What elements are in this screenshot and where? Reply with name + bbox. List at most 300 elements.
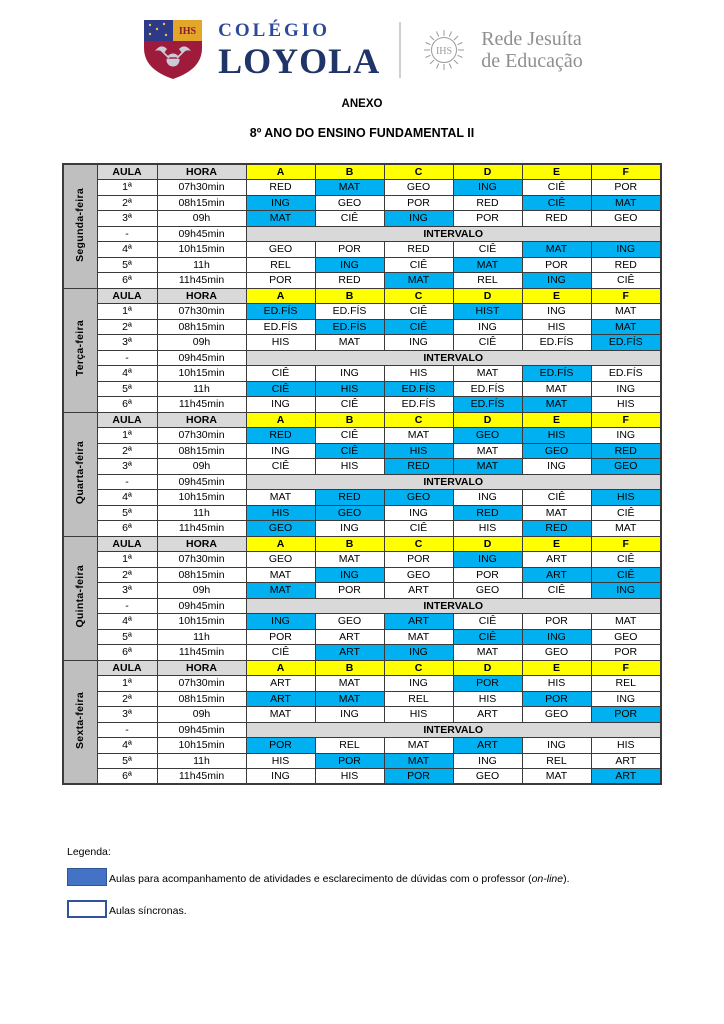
subject-cell: GEO [384, 490, 453, 506]
time-cell: 07h30min [157, 676, 246, 692]
subject-cell: HIS [246, 335, 315, 351]
timetable-row [63, 614, 661, 630]
subject-cell: GEO [591, 459, 661, 475]
time-cell: 09h [157, 583, 246, 599]
subject-cell: CIÊ [591, 552, 661, 568]
lesson-number-cell: 2ª [97, 567, 157, 583]
timetable-row [63, 474, 661, 490]
lesson-number-cell: 2ª [97, 319, 157, 335]
subject-cell: CIÊ [453, 629, 522, 645]
subject-cell: REL [384, 691, 453, 707]
lesson-number-cell: 6ª [97, 273, 157, 289]
lesson-number-cell: 6ª [97, 521, 157, 537]
legend-swatch-filled [67, 868, 107, 886]
subject-cell: MAT [384, 273, 453, 289]
subject-cell: REL [591, 676, 661, 692]
subject-cell: POR [522, 691, 591, 707]
subject-cell: ART [246, 691, 315, 707]
day-label [63, 412, 97, 536]
timetable-wrapper [62, 163, 662, 785]
time-cell: 11h [157, 629, 246, 645]
subject-cell: RED [384, 459, 453, 475]
subject-cell: MAT [522, 769, 591, 785]
day-label [63, 164, 97, 288]
timetable-row [63, 443, 661, 459]
subject-cell: MAT [246, 490, 315, 506]
subject-cell: HIS [591, 490, 661, 506]
time-cell: 09h45min [157, 598, 246, 614]
subject-cell: MAT [315, 552, 384, 568]
subject-cell: POR [246, 738, 315, 754]
subject-cell: MAT [453, 645, 522, 661]
subject-cell: MAT [453, 443, 522, 459]
subject-cell: CIÊ [384, 521, 453, 537]
col-header-group-a: A [246, 288, 315, 304]
subject-cell: POR [384, 769, 453, 785]
subject-cell: ING [246, 769, 315, 785]
subject-cell: ING [522, 459, 591, 475]
intervalo-cell: INTERVALO [246, 474, 661, 490]
lesson-number-cell: 4ª [97, 614, 157, 630]
subject-cell: HIS [453, 691, 522, 707]
timetable-row [63, 753, 661, 769]
subject-cell: CIÊ [522, 195, 591, 211]
subject-cell: HIS [591, 738, 661, 754]
col-header-group-a: A [246, 164, 315, 180]
col-header-group-b: B [315, 536, 384, 552]
timetable-row [63, 676, 661, 692]
subject-cell: CIÊ [246, 459, 315, 475]
lesson-number-cell: 3ª [97, 459, 157, 475]
time-cell: 08h15min [157, 567, 246, 583]
subject-cell: GEO [453, 583, 522, 599]
time-cell: 11h45min [157, 521, 246, 537]
timetable-row [63, 257, 661, 273]
subject-cell: POR [246, 629, 315, 645]
subject-cell: ING [591, 691, 661, 707]
col-header-aula: AULA [97, 412, 157, 428]
subject-cell: MAT [591, 614, 661, 630]
legend-text-before: Aulas para acompanhamento de atividades e esclarecimento de dúvidas com o professor ( [109, 873, 532, 885]
col-header-group-d: D [453, 412, 522, 428]
day-label [63, 536, 97, 660]
subject-cell: MAT [246, 567, 315, 583]
subject-cell: POR [453, 567, 522, 583]
col-header-group-b: B [315, 288, 384, 304]
time-cell: 11h45min [157, 397, 246, 413]
subject-cell: ING [384, 335, 453, 351]
subject-cell: ART [591, 769, 661, 785]
timetable-row [63, 707, 661, 723]
lesson-number-cell: 3ª [97, 707, 157, 723]
legend-swatch-outline [67, 900, 107, 918]
legend-title: Legenda: [67, 846, 111, 858]
day-label-text: Quinta-feira [74, 565, 87, 628]
subject-cell: MAT [315, 335, 384, 351]
subject-cell: REL [246, 257, 315, 273]
timetable-row [63, 304, 661, 320]
day-label-text: Terça-feira [74, 320, 87, 377]
timetable-row [63, 567, 661, 583]
subject-cell: ING [453, 753, 522, 769]
subject-cell: ART [384, 614, 453, 630]
subject-cell: ED.FÍS [591, 335, 661, 351]
subject-cell: CIÊ [522, 180, 591, 196]
timetable-row [63, 319, 661, 335]
subject-cell: ART [522, 552, 591, 568]
subject-cell: RED [453, 505, 522, 521]
subject-cell: ING [453, 552, 522, 568]
subject-cell: REL [315, 738, 384, 754]
time-cell: 11h [157, 257, 246, 273]
col-header-group-c: C [384, 536, 453, 552]
lesson-number-cell: - [97, 350, 157, 366]
subject-cell: POR [591, 180, 661, 196]
lesson-number-cell: 4ª [97, 242, 157, 258]
subject-cell: ING [453, 490, 522, 506]
subject-cell: RED [246, 428, 315, 444]
col-header-group-d: D [453, 660, 522, 676]
timetable-row [63, 490, 661, 506]
subject-cell: HIS [246, 753, 315, 769]
lesson-number-cell: 3ª [97, 583, 157, 599]
subject-cell: ING [246, 195, 315, 211]
col-header-group-b: B [315, 660, 384, 676]
subject-cell: ART [591, 753, 661, 769]
subject-cell: ING [591, 428, 661, 444]
lesson-number-cell: 5ª [97, 629, 157, 645]
subject-cell: GEO [453, 769, 522, 785]
subject-cell: CIÊ [315, 211, 384, 227]
subject-cell: GEO [384, 180, 453, 196]
subject-cell: ING [522, 629, 591, 645]
subject-cell: ED.FÍS [522, 335, 591, 351]
col-header-group-f: F [591, 412, 661, 428]
subject-cell: POR [453, 676, 522, 692]
subject-cell: RED [522, 521, 591, 537]
subject-cell: MAT [591, 319, 661, 335]
legend-item-sincronas [67, 900, 187, 918]
subject-cell: CIÊ [453, 614, 522, 630]
subject-cell: CIÊ [453, 242, 522, 258]
col-header-hora: HORA [157, 164, 246, 180]
col-header-group-d: D [453, 288, 522, 304]
subject-cell: ART [246, 676, 315, 692]
subject-cell: CIÊ [246, 645, 315, 661]
legend-item-online [67, 868, 570, 886]
col-header-group-b: B [315, 164, 384, 180]
subject-cell: CIÊ [384, 319, 453, 335]
col-header-group-d: D [453, 536, 522, 552]
timetable-row [63, 195, 661, 211]
subject-cell: GEO [384, 567, 453, 583]
lesson-number-cell: 6ª [97, 397, 157, 413]
subject-cell: ED.FÍS [522, 366, 591, 382]
col-header-group-a: A [246, 412, 315, 428]
timetable-row [63, 428, 661, 444]
subject-cell: GEO [246, 521, 315, 537]
time-cell: 09h45min [157, 226, 246, 242]
subject-cell: GEO [315, 614, 384, 630]
lesson-number-cell: 4ª [97, 490, 157, 506]
subject-cell: MAT [522, 242, 591, 258]
subject-cell: ED.FÍS [246, 319, 315, 335]
subject-cell: HIS [384, 443, 453, 459]
time-cell: 09h45min [157, 474, 246, 490]
time-cell: 11h [157, 505, 246, 521]
school-name [218, 21, 380, 79]
subject-cell: MAT [384, 738, 453, 754]
subject-cell: ART [384, 583, 453, 599]
col-header-aula: AULA [97, 660, 157, 676]
time-cell: 08h15min [157, 195, 246, 211]
subject-cell: ING [453, 180, 522, 196]
subject-cell: CIÊ [522, 490, 591, 506]
subject-cell: RED [315, 490, 384, 506]
timetable-row [63, 242, 661, 258]
subject-cell: HIS [384, 707, 453, 723]
subject-cell: ART [453, 738, 522, 754]
time-cell: 10h15min [157, 738, 246, 754]
timetable-row [63, 459, 661, 475]
time-cell: 08h15min [157, 443, 246, 459]
logo-divider [399, 22, 401, 78]
subject-cell: MAT [591, 195, 661, 211]
subject-cell: RED [453, 195, 522, 211]
subject-cell: ED.FÍS [453, 397, 522, 413]
day-label [63, 660, 97, 784]
col-header-hora: HORA [157, 660, 246, 676]
lesson-number-cell: 5ª [97, 257, 157, 273]
subject-cell: CIÊ [315, 428, 384, 444]
col-header-group-c: C [384, 164, 453, 180]
time-cell: 11h45min [157, 769, 246, 785]
subject-cell: MAT [453, 459, 522, 475]
subject-cell: ING [315, 707, 384, 723]
timetable-row [63, 397, 661, 413]
lesson-number-cell: 1ª [97, 428, 157, 444]
subject-cell: ART [315, 645, 384, 661]
col-header-group-f: F [591, 660, 661, 676]
lesson-number-cell: 1ª [97, 676, 157, 692]
subject-cell: ING [591, 242, 661, 258]
timetable-row [63, 180, 661, 196]
lesson-number-cell: 1ª [97, 304, 157, 320]
subject-cell: ING [315, 257, 384, 273]
subject-cell: HIS [591, 397, 661, 413]
subject-cell: HIS [522, 319, 591, 335]
subject-cell: ED.FÍS [453, 381, 522, 397]
subject-cell: RED [315, 273, 384, 289]
subject-cell: ED.FÍS [315, 304, 384, 320]
time-cell: 11h [157, 753, 246, 769]
subject-cell: MAT [384, 428, 453, 444]
sun-ihs-text: IHS [436, 46, 453, 57]
time-cell: 09h [157, 335, 246, 351]
subject-cell: CIÊ [384, 304, 453, 320]
lesson-number-cell: 2ª [97, 195, 157, 211]
col-header-hora: HORA [157, 536, 246, 552]
time-cell: 10h15min [157, 490, 246, 506]
time-cell: 08h15min [157, 319, 246, 335]
subject-cell: HIS [315, 769, 384, 785]
subject-cell: MAT [591, 521, 661, 537]
intervalo-cell: INTERVALO [246, 722, 661, 738]
subject-cell: MAT [246, 211, 315, 227]
day-label-text: Quarta-feira [74, 440, 87, 505]
timetable-row [63, 366, 661, 382]
col-header-group-e: E [522, 536, 591, 552]
col-header-hora: HORA [157, 288, 246, 304]
intervalo-cell: INTERVALO [246, 350, 661, 366]
timetable-row [63, 645, 661, 661]
subject-cell: HIS [453, 521, 522, 537]
subject-cell: ING [384, 505, 453, 521]
legend-text-sincronas: Aulas síncronas. [109, 905, 187, 917]
subject-cell: CIÊ [315, 443, 384, 459]
subject-cell: RED [591, 443, 661, 459]
timetable-row [63, 273, 661, 289]
subject-cell: ING [246, 397, 315, 413]
subject-cell: GEO [591, 211, 661, 227]
subject-cell: CIÊ [453, 335, 522, 351]
network-name-line2: de Educação [481, 50, 583, 72]
timetable-row [63, 381, 661, 397]
subject-cell: ING [315, 567, 384, 583]
intervalo-cell: INTERVALO [246, 226, 661, 242]
subject-cell: POR [315, 583, 384, 599]
col-header-group-d: D [453, 164, 522, 180]
col-header-group-a: A [246, 660, 315, 676]
time-cell: 09h [157, 459, 246, 475]
legend-text-italic: on-line [531, 873, 564, 885]
time-cell: 08h15min [157, 691, 246, 707]
subject-cell: MAT [315, 180, 384, 196]
subject-cell: POR [522, 257, 591, 273]
subject-cell: HIS [384, 366, 453, 382]
subject-cell: ED.FÍS [384, 397, 453, 413]
lesson-number-cell: 2ª [97, 691, 157, 707]
col-header-aula: AULA [97, 536, 157, 552]
day-label-text: Sexta-feira [74, 691, 87, 749]
subject-cell: MAT [522, 397, 591, 413]
time-cell: 11h45min [157, 645, 246, 661]
subject-cell: GEO [453, 428, 522, 444]
lesson-number-cell: 6ª [97, 769, 157, 785]
subject-cell: MAT [522, 381, 591, 397]
day-label-text: Segunda-feira [74, 187, 87, 262]
subject-cell: ING [315, 521, 384, 537]
timetable-row [63, 691, 661, 707]
timetable-row [63, 552, 661, 568]
lesson-number-cell: 5ª [97, 505, 157, 521]
subject-cell: HIST [453, 304, 522, 320]
subject-cell: POR [522, 614, 591, 630]
lesson-number-cell: - [97, 474, 157, 490]
subject-cell: ING [315, 366, 384, 382]
col-header-group-e: E [522, 660, 591, 676]
timetable-row [63, 583, 661, 599]
subject-cell: POR [591, 707, 661, 723]
loyola-crest-icon [141, 18, 205, 82]
subject-cell: CIÊ [384, 257, 453, 273]
subject-cell: MAT [246, 707, 315, 723]
subject-cell: CIÊ [591, 505, 661, 521]
intervalo-cell: INTERVALO [246, 598, 661, 614]
subject-cell: ING [591, 583, 661, 599]
col-header-group-b: B [315, 412, 384, 428]
timetable-row [63, 350, 661, 366]
timetable-row [63, 521, 661, 537]
network-name-line1: Rede Jesuíta [481, 28, 582, 50]
header-logo-row [0, 18, 724, 82]
timetable-row [63, 629, 661, 645]
col-header-group-f: F [591, 536, 661, 552]
time-cell: 09h45min [157, 350, 246, 366]
subject-cell: MAT [384, 753, 453, 769]
svg-text:IHS: IHS [179, 26, 197, 37]
lesson-number-cell: 6ª [97, 645, 157, 661]
legend-text-online [109, 873, 570, 886]
subject-cell: CIÊ [246, 381, 315, 397]
time-cell: 07h30min [157, 304, 246, 320]
subject-cell: GEO [522, 645, 591, 661]
subject-cell: REL [453, 273, 522, 289]
lesson-number-cell: 5ª [97, 381, 157, 397]
subject-cell: ED.FÍS [246, 304, 315, 320]
subject-cell: ART [315, 629, 384, 645]
subject-cell: MAT [453, 257, 522, 273]
col-header-group-e: E [522, 288, 591, 304]
subject-cell: ING [453, 319, 522, 335]
subject-cell: GEO [522, 443, 591, 459]
subject-cell: RED [591, 257, 661, 273]
lesson-number-cell: 1ª [97, 180, 157, 196]
school-name-line1: COLÉGIO [218, 20, 330, 41]
time-cell: 07h30min [157, 552, 246, 568]
subject-cell: GEO [522, 707, 591, 723]
subject-cell: POR [315, 753, 384, 769]
col-header-group-f: F [591, 164, 661, 180]
subject-cell: RED [384, 242, 453, 258]
subject-cell: ING [384, 676, 453, 692]
subject-cell: GEO [246, 552, 315, 568]
subject-cell: POR [384, 195, 453, 211]
timetable-row [63, 211, 661, 227]
subject-cell: ART [453, 707, 522, 723]
subject-cell: ED.FÍS [591, 366, 661, 382]
school-name-line2: LOYOLA [218, 41, 381, 81]
time-cell: 11h [157, 381, 246, 397]
time-cell: 09h45min [157, 722, 246, 738]
timetable-row [63, 335, 661, 351]
timetable-row [63, 738, 661, 754]
lesson-number-cell: 4ª [97, 738, 157, 754]
timetable-row [63, 505, 661, 521]
subject-cell: HIS [315, 381, 384, 397]
network-name [481, 28, 583, 72]
subject-cell: GEO [591, 629, 661, 645]
timetable-row [63, 598, 661, 614]
subject-cell: CIÊ [246, 366, 315, 382]
day-label [63, 288, 97, 412]
subject-cell: HIS [246, 505, 315, 521]
subject-cell: CIÊ [591, 567, 661, 583]
time-cell: 11h45min [157, 273, 246, 289]
lesson-number-cell: - [97, 226, 157, 242]
time-cell: 09h [157, 707, 246, 723]
col-header-group-c: C [384, 660, 453, 676]
